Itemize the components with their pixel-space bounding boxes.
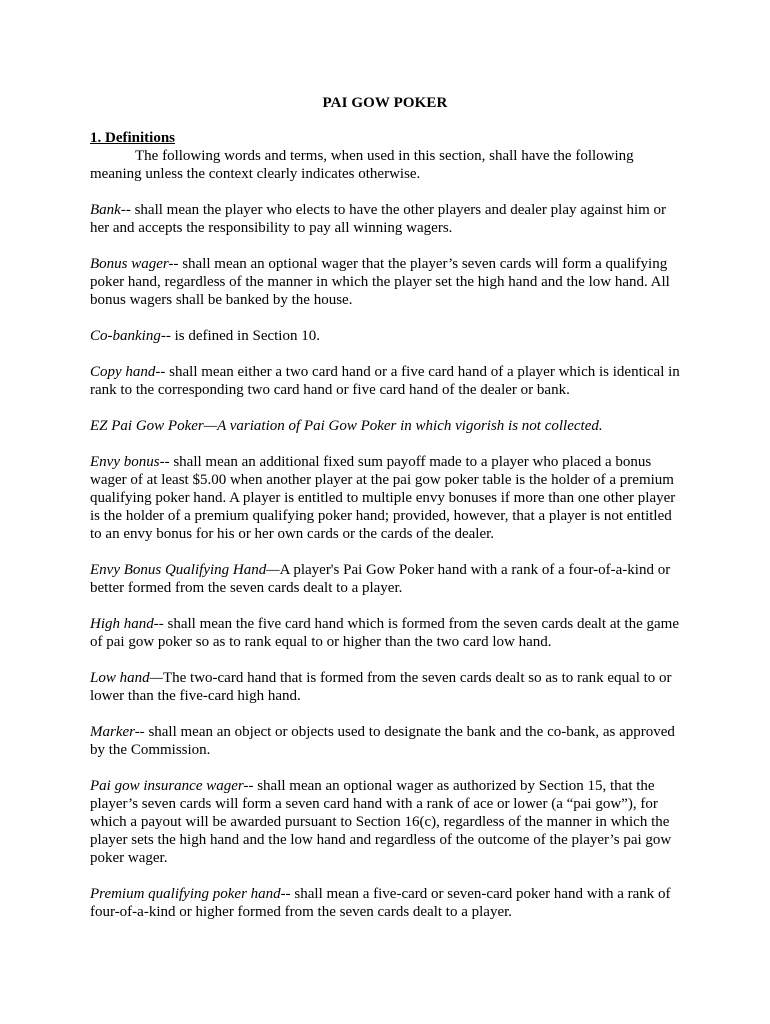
definition-separator: — [266,562,280,578]
definition-envy-bonus-qualifying-hand [90,561,686,597]
definition-high-hand [90,615,686,651]
definition-text: A variation of Pai Gow Poker in which vigorish is not collected. [217,418,603,434]
definition-separator: -- [134,724,149,740]
section-heading: 1. Definitions [90,130,176,146]
definition-bonus-wager [90,255,686,309]
definition-marker [90,723,686,759]
definition-term: Envy bonus [90,454,160,470]
definition-term: High hand [90,616,154,632]
definition-text: is defined in Section 10. [174,328,320,344]
definition-term: Envy Bonus Qualifying Hand [90,562,267,578]
definition-bank [90,201,686,237]
definition-term: Low hand [90,670,150,686]
definition-separator: -- [159,454,174,470]
definition-term: EZ Pai Gow Poker [90,418,204,434]
definition-text: shall mean an object or objects used to designate the bank and the co-bank, as approved by the Commission. [90,724,675,758]
definition-separator: — [203,418,218,434]
definition-term: Pai gow insurance wager [90,778,244,794]
definition-term: Bonus wager [90,256,169,272]
definition-term: Marker [90,724,135,740]
definition-text: A player's Pai Gow Poker hand with a rank of a four-of-a-kind or better formed from the seven cards dealt to a player. [90,562,671,596]
definition-ez-pai-gow-poker [90,417,686,435]
document-body [90,129,686,939]
definition-envy-bonus [90,453,686,543]
definition-term: Copy hand [90,364,156,380]
definition-separator: -- [155,364,170,380]
definition-text: shall mean an additional fixed sum payoff made to a player who placed a bonus wager of at least $5.00 when another player at the pai gow poker table is the holder of a premium qualifying poker hand. A player is entitled to multiple envy bonuses if more than one other player is the holder of a premium qualifying poker hand; provided, however, that a player is not entitled to an envy bonus for his or her own cards or the cards of the dealer. [90,454,676,542]
definition-text: shall mean either a two card hand or a five card hand of a player which is identical in rank to the corresponding two card hand or five card hand of the dealer or bank. [90,364,680,398]
definition-pai-gow-insurance-wager [90,777,686,867]
definition-term: Co-banking [90,328,161,344]
definition-separator: -- [243,778,258,794]
definition-text: shall mean an optional wager that the player’s seven cards will form a qualifying poker hand, regardless of the manner in which the player set the high hand and the low hand. All bonus wagers shall be banked by the house. [90,256,670,308]
definition-term: Bank [90,202,121,218]
definition-premium-qualifying-poker-hand [90,885,686,921]
definition-low-hand [90,669,686,705]
definition-co-banking [90,327,686,345]
definition-separator: — [149,670,163,686]
definition-separator: -- [280,886,295,902]
definition-term: Premium qualifying poker hand [90,886,281,902]
definition-separator: -- [168,256,183,272]
definition-text: shall mean an optional wager as authorized by Section 15, that the player’s seven cards will form a seven card hand with a rank of ace or lower (a “pai gow”), for which a payout will be awarded pursuant to Section 16(c), regardless of the manner in which the player sets the high hand and the low hand and regardless of the outcome of the player’s pai gow poker wager. [90,778,672,866]
definition-text: The two-card hand that is formed from the seven cards dealt so as to rank equal to or lower than the five-card high hand. [90,670,672,704]
document-title: PAI GOW POKER [322,95,448,111]
definition-text: shall mean the five card hand which is formed from the seven cards dealt at the game of pai gow poker so as to rank equal to or higher than the two card low hand. [90,616,679,650]
definition-copy-hand [90,363,686,399]
definition-text: shall mean a five-card or seven-card poker hand with a rank of four-of-a-kind or higher formed from the seven cards dealt to a player. [90,886,671,920]
definition-separator: -- [160,328,175,344]
definition-separator: -- [153,616,168,632]
section-intro: The following words and terms, when used in this section, shall have the following meaning unless the context clearly indicates otherwise. [90,148,634,182]
definition-text: shall mean the player who elects to have the other players and dealer play against him or her and accepts the responsibility to pay all winning wagers. [90,202,667,236]
definition-separator: -- [120,202,135,218]
